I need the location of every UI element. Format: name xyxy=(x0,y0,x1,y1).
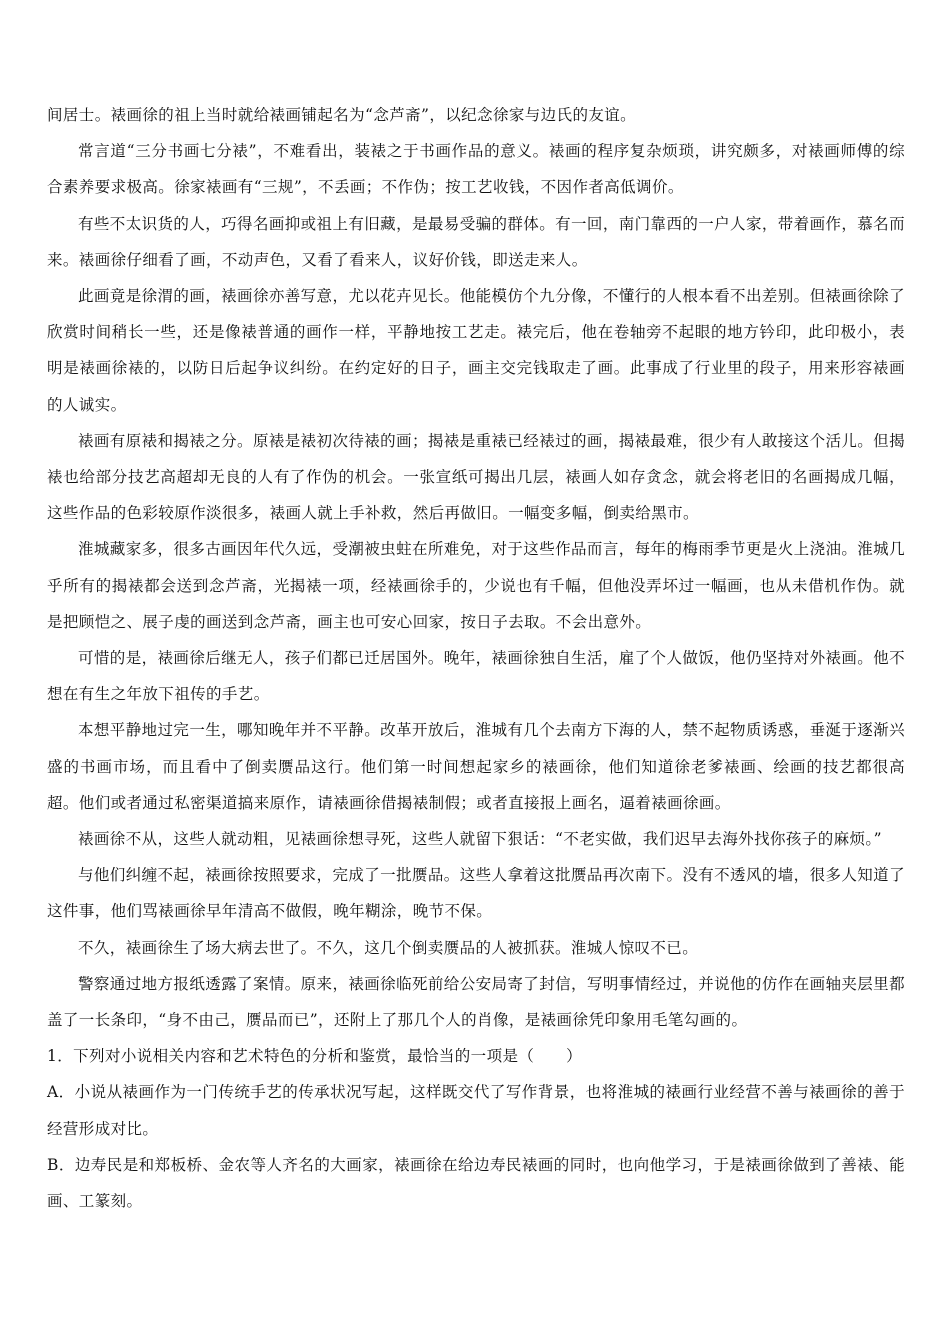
article-paragraph-3: 有些不太识货的人，巧得名画抑或祖上有旧藏，是最易受骗的群体。有一回，南门靠西的一户人家，带着画作，慕名而来。裱画徐仔细看了画，不动声色，又看了看来人，议好价钱，即送走来人。 xyxy=(47,214,905,269)
question-stem: 1．下列对小说相关内容和艺术特色的分析和鉴赏，最恰当的一项是（ ） xyxy=(47,1047,582,1066)
article-paragraph-6: 淮城藏家多，很多古画因年代久远，受潮被虫蛀在所难免，对于这些作品而言，每年的梅雨季节更是火上浇油。淮城几乎所有的揭裱都会送到念芦斋，光揭裱一项，经裱画徐手的，少说也有千幅，但他没弄坏过一幅画，也从未借机作伪。就是把顾恺之、展子虔的画送到念芦斋，画主也可安心回家，按日子去取。不会出意外。 xyxy=(47,540,905,631)
article-paragraph-11: 不久，裱画徐生了场大病去世了。不久，这几个倒卖赝品的人被抓获。淮城人惊叹不已。 xyxy=(78,938,699,957)
article-paragraph-5: 裱画有原裱和揭裱之分。原裱是裱初次待裱的画；揭裱是重裱已经裱过的画，揭裱最难，很少有人敢接这个活儿。但揭裱也给部分技艺高超却无良的人有了作伪的机会。一张宣纸可揭出几层，裱画人如存贪念，就会将老旧的名画揭成几幅，这些作品的色彩较原作淡很多，裱画人就上手补救，然后再做旧。一幅变多幅，倒卖给黑市。 xyxy=(47,431,905,523)
article-paragraph-4: 此画竟是徐渭的画，裱画徐亦善写意，尤以花卉见长。他能模仿个九分像，不懂行的人根本看不出差别。但裱画徐除了欣赏时间稍长一些，还是像裱普通的画作一样，平静地按工艺走。裱完后，他在卷轴旁不起眼的地方钤印，此印极小，表明是裱画徐裱的，以防日后起争议纠纷。在约定好的日子，画主交完钱取走了画。此事成了行业里的段子，用来形容裱画的人诚实。 xyxy=(47,287,905,414)
question-option-a: A．小说从裱画作为一门传统手艺的传承状况写起，这样既交代了写作背景，也将淮城的裱画行业经营不善与裱画徐的善于经营形成对比。 xyxy=(47,1083,905,1138)
article-paragraph-7: 可惜的是，裱画徐后继无人，孩子们都已迁居国外。晚年，裱画徐独自生活，雇了个人做饭，他仍坚持对外裱画。他不想在有生之年放下祖传的手艺。 xyxy=(47,649,905,704)
article-paragraph-2: 常言道“三分书画七分裱”，不难看出，装裱之于书画作品的意义。裱画的程序复杂烦琐，讲究颇多，对裱画师傅的综合素养要求极高。徐家裱画有“三规”，不丢画；不作伪；按工艺收钱，不因作者高低调价。 xyxy=(47,142,905,197)
question-option-b: B．边寿民是和郑板桥、金农等人齐名的大画家，裱画徐在给边寿民裱画的同时，也向他学习，于是裱画徐做到了善裱、能画、工篆刻。 xyxy=(47,1155,905,1211)
article-paragraph-10: 与他们纠缠不起，裱画徐按照要求，完成了一批赝品。这些人拿着这批赝品再次南下。没有不透风的墙，很多人知道了这件事，他们骂裱画徐早年清高不做假，晚年糊涂，晚节不保。 xyxy=(47,866,905,921)
article-paragraph-9: 裱画徐不从，这些人就动粗，见裱画徐想寻死，这些人就留下狠话：“不老实做，我们迟早去海外找你孩子的麻烦。” xyxy=(78,830,882,849)
article-paragraph-12: 警察通过地方报纸透露了案情。原来，裱画徐临死前给公安局寄了封信，写明事情经过，并说他的仿作在画轴夹层里都盖了一长条印，“身不由己，赝品而已”，还附上了那几个人的肖像，是裱画徐凭印象用毛笔勾画的。 xyxy=(47,974,905,1030)
article-paragraph-1: 间居士。裱画徐的祖上当时就给裱画铺起名为“念芦斋”，以纪念徐家与边氏的友谊。 xyxy=(47,106,637,124)
document-page xyxy=(47,97,905,1219)
article-paragraph-8: 本想平静地过完一生，哪知晚年并不平静。改革开放后，淮城有几个去南方下海的人，禁不起物质诱惑，垂涎于逐渐兴盛的书画市场，而且看中了倒卖赝品这行。他们第一时间想起家乡的裱画徐，他们知道徐老爹裱画、绘画的技艺都很高超。他们或者通过私密渠道搞来原作，请裱画徐借揭裱制假；或者直接报上画名，逼着裱画徐画。 xyxy=(47,721,905,812)
